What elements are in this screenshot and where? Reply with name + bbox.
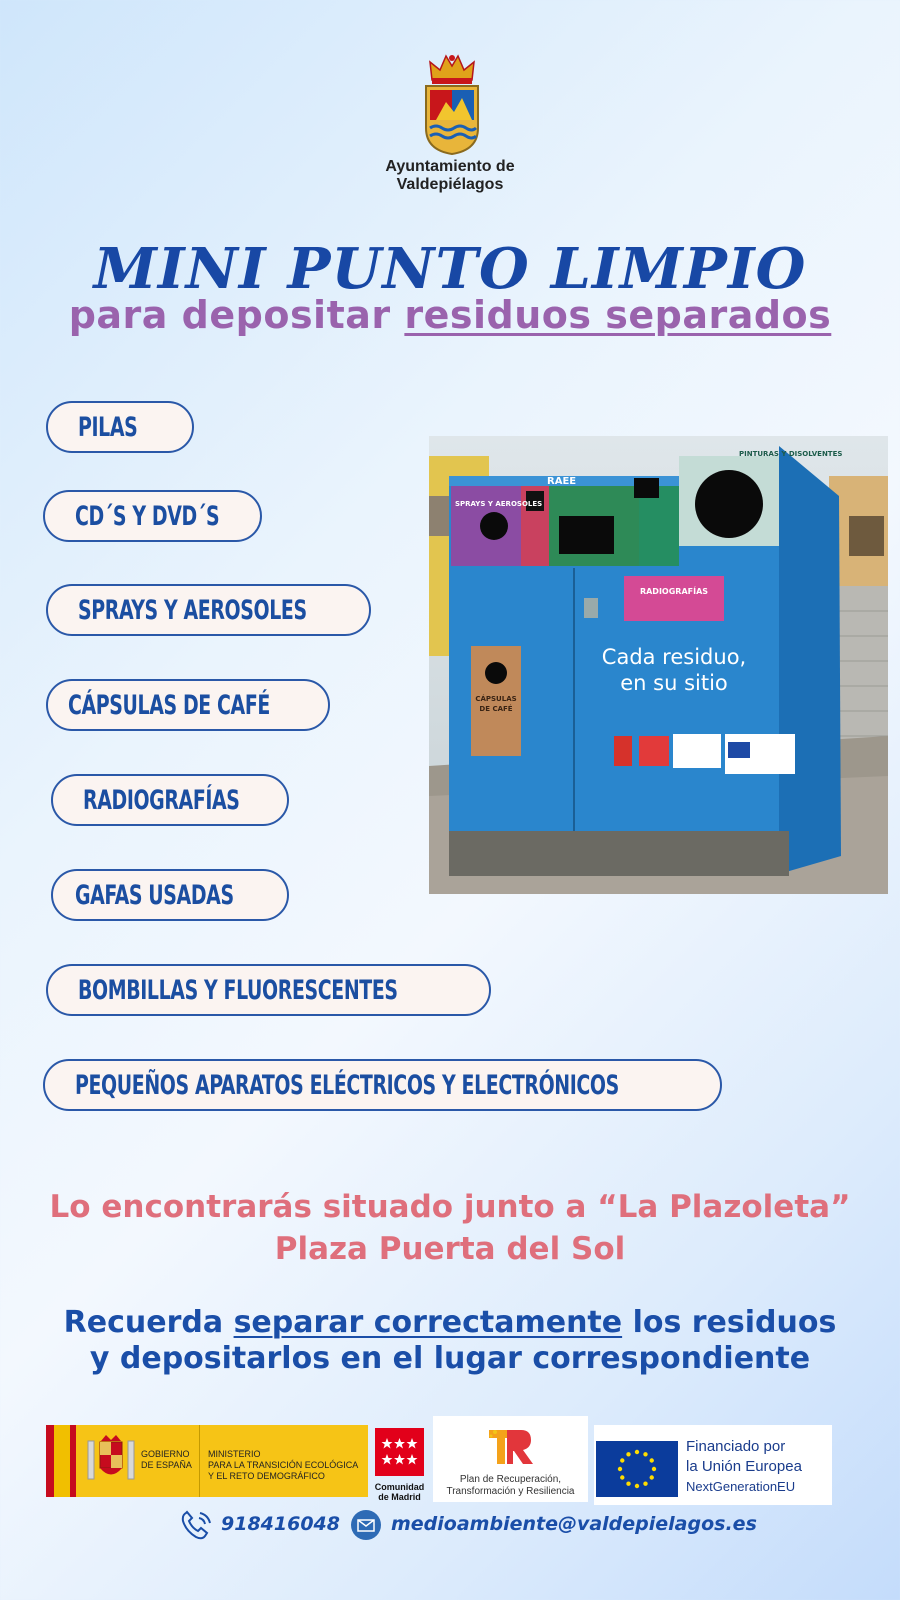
eu-funding-logo bbox=[594, 1425, 832, 1505]
waste-item-sprays: SPRAYS Y AEROSOLES bbox=[46, 584, 371, 636]
eu-star bbox=[626, 1452, 630, 1456]
phone-icon bbox=[180, 1509, 214, 1541]
reminder-message bbox=[0, 1305, 900, 1377]
reminder-line2: y depositarlos en el lugar correspondiente bbox=[89, 1341, 811, 1376]
eu-star bbox=[635, 1484, 639, 1488]
municipal-crest-icon bbox=[420, 50, 484, 160]
eu-text-line1: Financiado por bbox=[686, 1438, 786, 1455]
eu-flag-icon bbox=[596, 1441, 678, 1497]
contact-bar bbox=[0, 1505, 900, 1545]
eu-star bbox=[635, 1450, 639, 1454]
panel-radiografias-text: RADIOGRAFÍAS bbox=[639, 587, 709, 596]
waste-item-bombillas: BOMBILLAS Y FLUORESCENTES bbox=[46, 964, 491, 1016]
prtr-text-line1: Plan de Recuperación, bbox=[459, 1474, 562, 1485]
eu-star bbox=[620, 1475, 624, 1479]
reminder-line1: Recuerda separar correctamente los residuos bbox=[63, 1305, 837, 1340]
location-info bbox=[0, 1186, 900, 1270]
eu-star bbox=[618, 1467, 622, 1471]
spain-coat-of-arms-icon bbox=[86, 1435, 136, 1487]
waste-item-aparatos: PEQUEÑOS APARATOS ELÉCTRICOS Y ELECTRÓNICOS bbox=[43, 1059, 722, 1111]
town-name-line2: Valdepiélagos bbox=[396, 176, 504, 193]
gov-text-line1: GOBIERNO bbox=[141, 1449, 190, 1459]
waste-item-pilas: PILAS bbox=[46, 401, 194, 453]
slogan-line2: en su sitio bbox=[620, 671, 728, 695]
ministry-text-line1: MINISTERIO bbox=[208, 1449, 261, 1459]
panel-sprays-text: SPRAYS Y AEROSOLES bbox=[455, 500, 543, 508]
subtitle-prefix: para depositar bbox=[68, 293, 405, 337]
eu-text-line3: NextGenerationEU bbox=[686, 1479, 796, 1494]
gov-text-line2: DE ESPAÑA bbox=[141, 1460, 192, 1470]
reminder-underlined: separar correctamente bbox=[233, 1305, 623, 1340]
mail-icon bbox=[350, 1509, 382, 1541]
town-name-line1: Ayuntamiento de bbox=[385, 158, 515, 175]
eu-star bbox=[652, 1467, 656, 1471]
slogan-line1: Cada residuo, bbox=[601, 645, 747, 669]
waste-item-radiografias: RADIOGRAFÍAS bbox=[51, 774, 289, 826]
recycling-container-photo bbox=[429, 436, 888, 894]
panel-capsulas-line2: DE CAFÉ bbox=[479, 705, 513, 713]
prtr-tr-icon bbox=[487, 1426, 535, 1466]
location-line1: Lo encontrarás situado junto a “La Plazoleta” bbox=[49, 1189, 851, 1225]
location-line2: Plaza Puerta del Sol bbox=[274, 1231, 626, 1267]
email-address[interactable]: medioambiente@valdepielagos.es bbox=[391, 1513, 757, 1535]
cam-text-line2: de Madrid bbox=[378, 1492, 421, 1502]
eu-star bbox=[626, 1482, 630, 1486]
phone-number[interactable]: 918416048 bbox=[221, 1513, 340, 1535]
waste-item-cds-dvds: CD´S Y DVD´S bbox=[43, 490, 262, 542]
panel-raee-text: RAEE bbox=[547, 476, 577, 487]
waste-item-capsulas: CÁPSULAS DE CAFÉ bbox=[46, 679, 330, 731]
subtitle-underlined: residuos separados bbox=[404, 293, 832, 337]
eu-star bbox=[643, 1452, 647, 1456]
ministry-text-line3: Y EL RETO DEMOGRÁFICO bbox=[208, 1471, 325, 1481]
madrid-stars-icon bbox=[373, 1428, 426, 1476]
panel-pinturas-text: PINTURAS Y DISOLVENTES bbox=[739, 450, 843, 458]
eu-text-line2: la Unión Europea bbox=[686, 1458, 802, 1475]
gobierno-espana-logo bbox=[46, 1425, 368, 1497]
eu-star bbox=[620, 1458, 624, 1462]
prtr-text-line2: Transformación y Resiliencia bbox=[446, 1486, 575, 1497]
eu-star bbox=[650, 1458, 654, 1462]
page-subtitle bbox=[0, 293, 900, 337]
plan-recuperacion-logo bbox=[433, 1416, 588, 1502]
eu-star bbox=[650, 1475, 654, 1479]
ministry-text-line2: PARA LA TRANSICIÓN ECOLÓGICA bbox=[208, 1460, 359, 1470]
page-title: MINI PUNTO LIMPIO bbox=[93, 236, 807, 302]
comunidad-madrid-logo bbox=[373, 1428, 426, 1502]
waste-item-gafas: GAFAS USADAS bbox=[51, 869, 289, 921]
panel-capsulas-line1: CÁPSULAS bbox=[475, 695, 517, 703]
town-name bbox=[300, 158, 600, 194]
eu-star bbox=[643, 1482, 647, 1486]
cam-text-line1: Comunidad bbox=[374, 1482, 425, 1492]
